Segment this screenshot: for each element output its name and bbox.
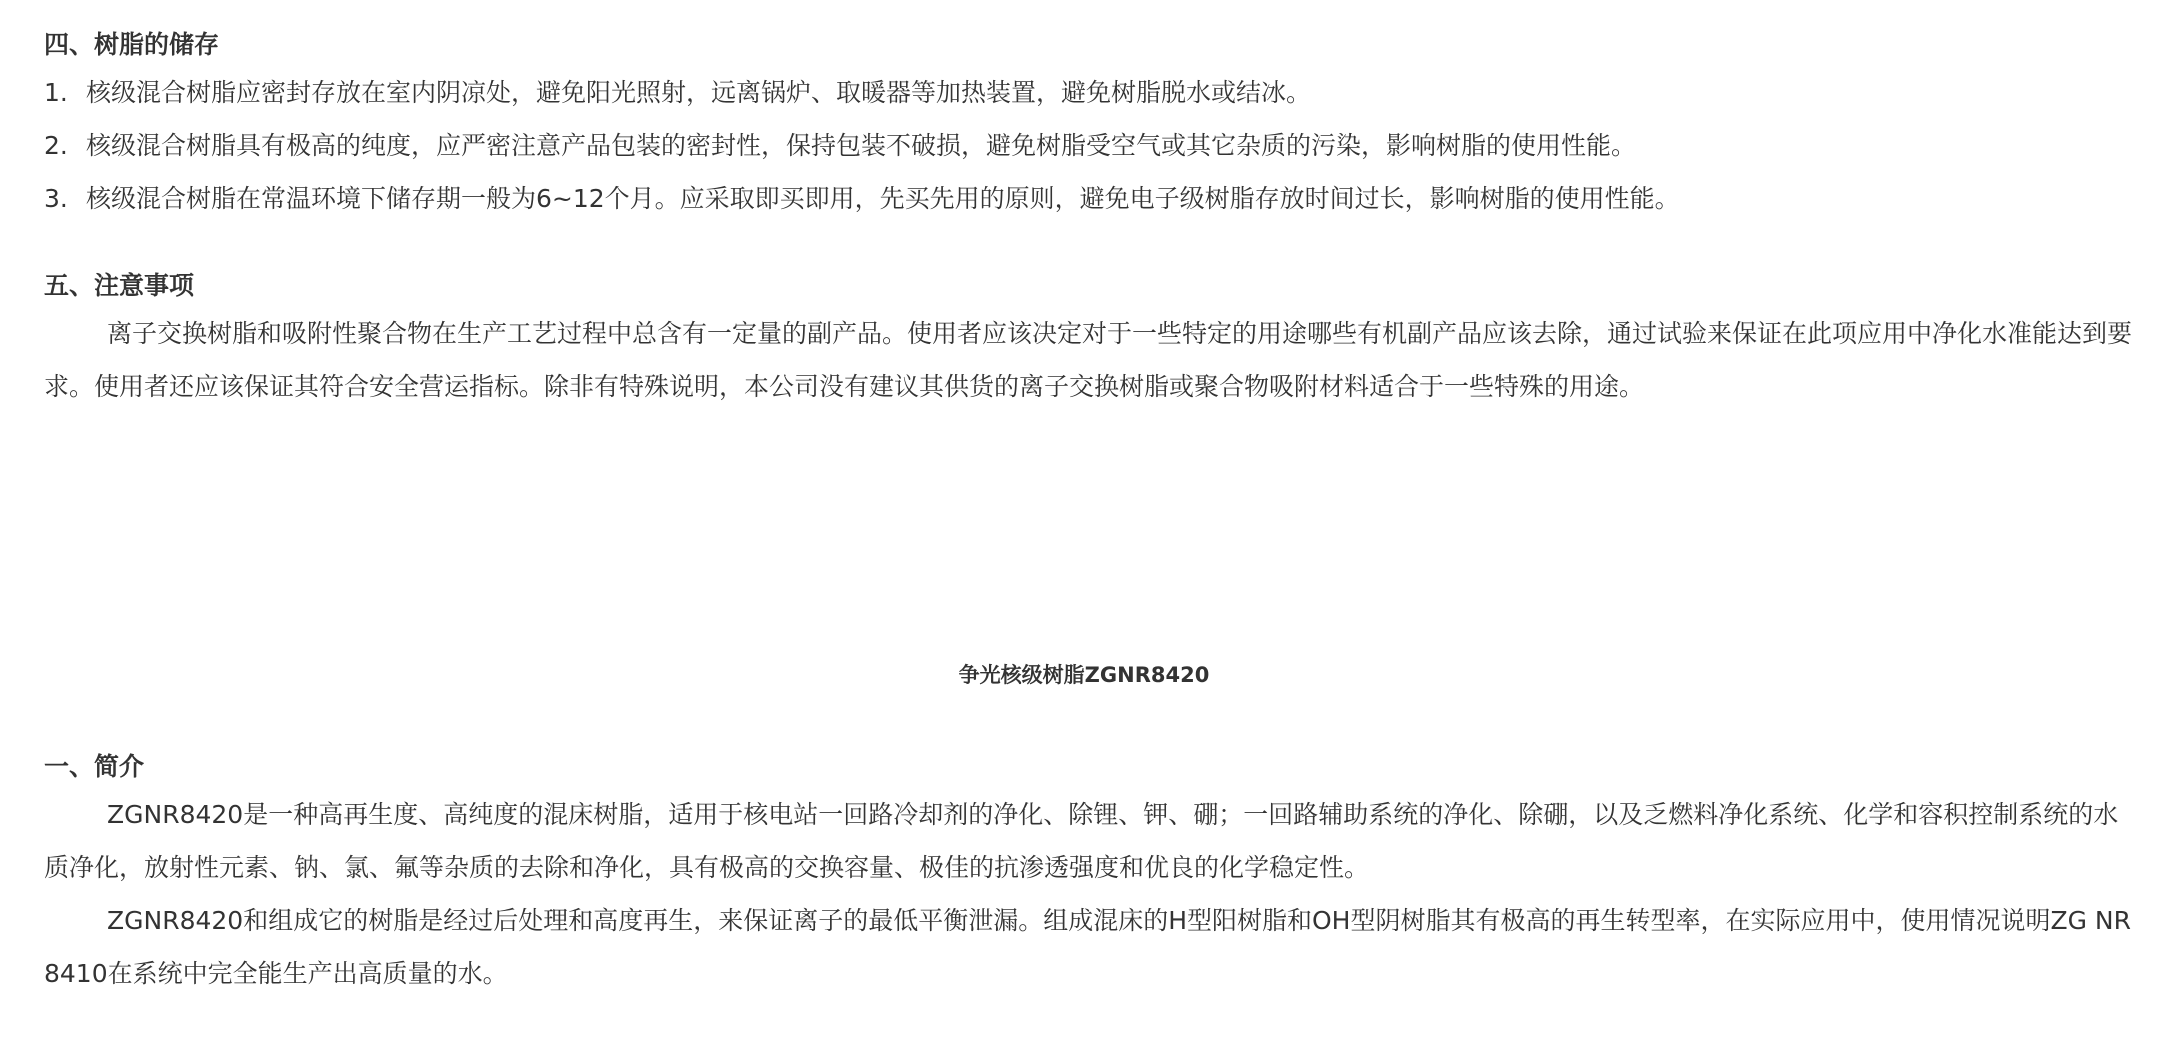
storage-section <box>44 24 2134 225</box>
storage-list-item <box>44 66 2134 119</box>
list-item-text: 核级混合树脂在常温环境下储存期一般为6~12个月。应采取即买即用，先买先用的原则，避免电子级树脂存放时间过长，影响树脂的使用性能。 <box>86 184 1680 213</box>
storage-list-item <box>44 119 2134 172</box>
storage-section-title: 四、树脂的储存 <box>44 30 220 59</box>
intro-section-title: 一、简介 <box>44 752 145 781</box>
notes-section <box>44 265 2134 413</box>
storage-list-item <box>44 172 2134 225</box>
list-item-text: 核级混合树脂具有极高的纯度，应严密注意产品包装的密封性，保持包装不破损，避免树脂受空气或其它杂质的污染，影响树脂的使用性能。 <box>86 131 1637 160</box>
notes-section-title: 五、注意事项 <box>44 271 195 300</box>
product-title: 争光核级树脂ZGNR8420 <box>958 663 1210 687</box>
intro-section <box>44 746 2134 1000</box>
list-item-number: 3. <box>44 184 68 213</box>
list-item-number: 2. <box>44 131 68 160</box>
intro-paragraph: ZGNR8420和组成它的树脂是经过后处理和高度再生，来保证离子的最低平衡泄漏。组成混床的H型阳树脂和OH型阴树脂其有极高的再生转型率，在实际应用中，使用情况说明ZG NR 8410在系统中完全能生产出高质量的水。 <box>44 906 2131 988</box>
notes-paragraph: 离子交换树脂和吸附性聚合物在生产工艺过程中总含有一定量的副产品。使用者应该决定对于一些特定的用途哪些有机副产品应该去除，通过试验来保证在此项应用中净化水准能达到要求。使用者还应该保证其符合安全营运指标。除非有特殊说明，本公司没有建议其供货的离子交换树脂或聚合物吸附材料适合于一些特殊的用途。 <box>44 319 2133 401</box>
list-item-number: 1. <box>44 78 68 107</box>
list-item-text: 核级混合树脂应密封存放在室内阴凉处，避免阳光照射，远离锅炉、取暖器等加热装置，避免树脂脱水或结冰。 <box>86 78 1312 107</box>
intro-paragraph: ZGNR8420是一种高再生度、高纯度的混床树脂，适用于核电站一回路冷却剂的净化、除锂、钾、硼；一回路辅助系统的净化、除硼，以及乏燃料净化系统、化学和容积控制系统的水质净化，放射性元素、钠、氯、氟等杂质的去除和净化，具有极高的交换容量、极佳的抗渗透强度和优良的化学稳定性。 <box>44 800 2119 882</box>
upper-content <box>44 24 2134 413</box>
